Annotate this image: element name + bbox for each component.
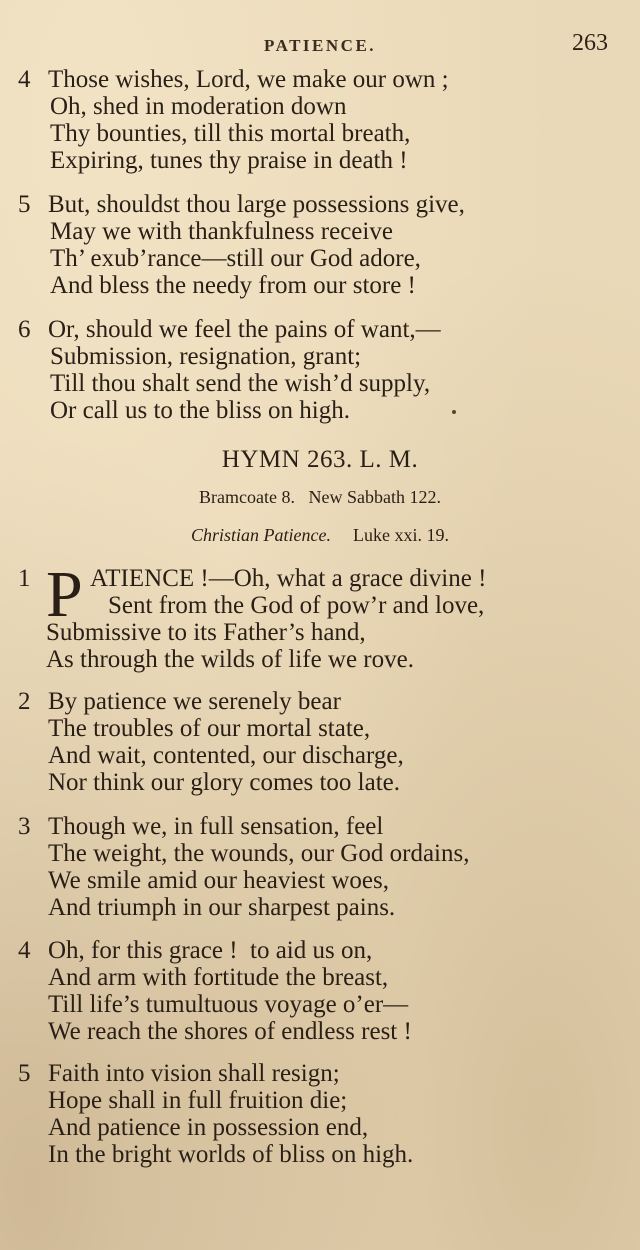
- stanza-line: Though we, in full sensation, feel: [48, 813, 384, 840]
- stanza-line: The troubles of our mortal state,: [48, 715, 371, 742]
- hymn-stanza-1: [18, 558, 628, 675]
- hymn-subject-line: [0, 525, 640, 546]
- stanza-line: ATIENCE !—Oh, what a grace divine !: [90, 565, 487, 592]
- scripture-reference: Luke xxi. 19.: [352, 525, 449, 545]
- stanza-lines: [48, 66, 628, 174]
- stanza-line: The weight, the wounds, our God ordains,: [48, 840, 470, 867]
- stanza-number: 5: [18, 191, 31, 218]
- stanza-line: Expiring, tunes thy praise in death !: [50, 147, 408, 174]
- stanza-line: In the bright worlds of bliss on high.: [48, 1141, 414, 1168]
- stanza-line: Oh, shed in moderation down: [50, 93, 347, 120]
- stanza-line: Submissive to its Father’s hand,: [46, 619, 366, 646]
- stanza-line: Those wishes, Lord, we make our own ;: [48, 66, 449, 93]
- stanza-number: 5: [18, 1060, 31, 1087]
- drop-cap-letter: P: [46, 558, 83, 631]
- hymn-subject: Christian Patience.: [191, 525, 331, 545]
- stanza-line: Or, should we feel the pains of want,—: [48, 316, 441, 343]
- stanza-number: 1: [18, 565, 31, 592]
- stanza-number: 3: [18, 813, 31, 840]
- stanza-line: Till thou shalt send the wish’d supply,: [50, 370, 431, 397]
- stanza-number: 4: [18, 937, 31, 964]
- ink-spot: [452, 410, 456, 414]
- stanza-line: Oh, for this grace ! to aid us on,: [48, 937, 373, 964]
- stanza-line: Submission, resignation, grant;: [50, 343, 362, 370]
- stanza-lines: [48, 1060, 628, 1168]
- stanza-line: As through the wilds of life we rove.: [46, 646, 414, 673]
- stanza-number: 2: [18, 688, 31, 715]
- stanza-lines: [48, 813, 628, 921]
- stanza-line: Hope shall in full fruition die;: [48, 1087, 348, 1114]
- stanza-line: We reach the shores of endless rest !: [48, 1018, 412, 1045]
- stanza-lines: [48, 191, 628, 299]
- stanza-lines: [48, 688, 628, 796]
- stanza-line: And arm with fortitude the breast,: [48, 964, 389, 991]
- stanza-line: Thy bounties, till this mortal breath,: [50, 120, 411, 147]
- stanza-line: We smile amid our heaviest woes,: [48, 867, 389, 894]
- tune-references: Bramcoate 8. New Sabbath 122.: [199, 487, 441, 507]
- hymn-title: HYMN 263. L. M.: [221, 446, 419, 473]
- stanza-number: 4: [18, 66, 31, 93]
- stanza-line: Nor think our glory comes too late.: [48, 769, 401, 796]
- stanza-line: Faith into vision shall resign;: [48, 1060, 340, 1087]
- stanza-line: By patience we serenely bear: [48, 688, 341, 715]
- stanza-lines: [48, 937, 628, 1045]
- stanza-line: Till life’s tumultuous voyage o’er—: [48, 991, 409, 1018]
- stanza-line: May we with thankfulness receive: [50, 218, 393, 245]
- stanza-line: And triumph in our sharpest pains.: [48, 894, 396, 921]
- stanza-line: Th’ exub’rance—still our God adore,: [50, 245, 421, 272]
- page-number: 263: [572, 30, 608, 56]
- stanza-line: And wait, contented, our discharge,: [48, 742, 404, 769]
- stanza-number: 6: [18, 316, 31, 343]
- running-title: PATIENCE.: [263, 36, 377, 55]
- stanza-line: Sent from the God of pow’r and love,: [108, 592, 485, 619]
- stanza-line: But, shouldst thou large possessions give,: [48, 191, 465, 218]
- stanza-line: And patience in possession end,: [48, 1114, 369, 1141]
- stanza-line: And bless the needy from our store !: [50, 272, 416, 299]
- running-head: [0, 32, 640, 62]
- stanza-line: Or call us to the bliss on high.: [50, 397, 350, 424]
- stanza-lines: [48, 316, 628, 424]
